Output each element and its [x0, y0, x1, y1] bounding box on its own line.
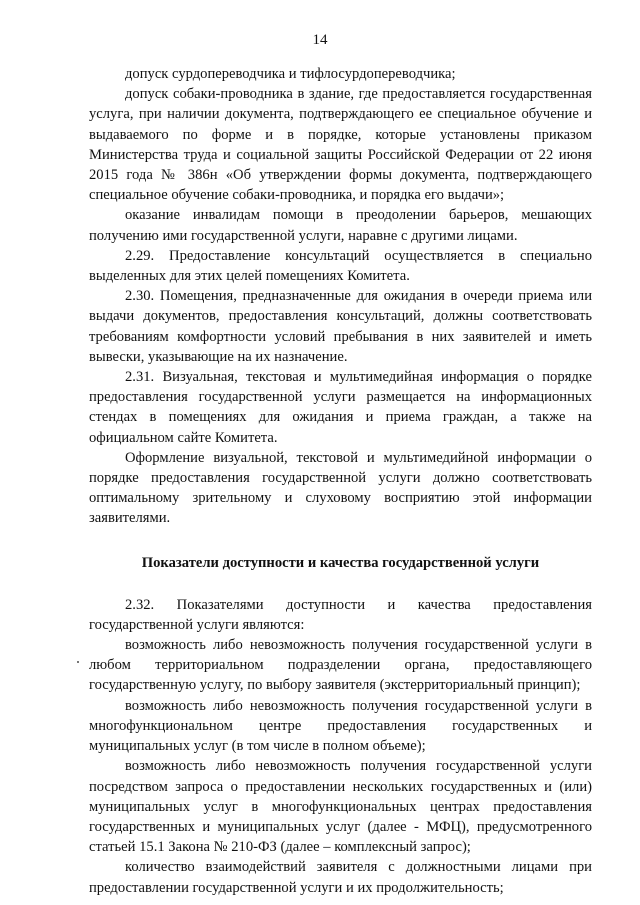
section-heading: Показатели доступности и качества государственной услуги: [141, 554, 540, 571]
page-number: 14: [312, 32, 328, 48]
list-item: возможность либо невозможность получения государственной услуги в любом территориальном подразделении органа, предоставляющего государственную услугу, по выбору заявителя (экстерриториальный принцип);: [89, 637, 592, 694]
list-item: возможность либо невозможность получения государственной услуги посредством запроса о предоставлении нескольких государственных и (или) муниципальных услуг в многофункциональных центрах предоставления государственных и муниципальных услуг (далее - МФЦ), предусмотренного статьей 15.1 Закона № 210-ФЗ (далее – комплексный запрос);: [89, 758, 592, 856]
paragraph: оказание инвалидам помощи в преодолении барьеров, мешающих получению ими государственной услуги, наравне с другими лицами.: [89, 207, 592, 244]
paragraph: Оформление визуальной, текстовой и мультимедийной информации о порядке предоставления государственной услуги должно соответствовать оптимальному зрительному и слуховому восприятию этой информации заявителями.: [89, 449, 592, 527]
paragraph-2-31: 2.31. Визуальная, текстовая и мультимедийная информация о порядке предоставления государственной услуги размещается на информационных стендах в помещениях для ожидания и приема граждан, а также на официальном сайте Комитета.: [89, 369, 592, 446]
paragraph: допуск собаки-проводника в здание, где предоставляется государственная услуга, при наличии документа, подтверждающего ее специальное обучение и выдаваемого по форме и в порядке, которые установлены приказом Министерства труда и социальной защиты Российской Федерации от 22 июня 2015 года № 386н «Об утверждении формы документа, подтверждающего специальное обучение собаки-проводника, и порядка его выдачи»;: [89, 86, 592, 204]
document-body: [89, 64, 592, 898]
scan-speck: [77, 661, 79, 663]
paragraph: допуск сурдопереводчика и тифлосурдопереводчика;: [125, 66, 456, 82]
paragraph-2-30: 2.30. Помещения, предназначенные для ожидания в очереди приема или выдачи документов, предоставления консультаций, должны соответствовать требованиям комфортности условий пребывания в них заявителей и иметь вывески, указывающие на их назначение.: [89, 288, 592, 365]
list-item: количество взаимодействий заявителя с должностными лицами при предоставлении государственной услуги и их продолжительность;: [89, 859, 592, 896]
paragraph-2-29: 2.29. Предоставление консультаций осуществляется в специально выделенных для этих целей помещениях Комитета.: [89, 247, 592, 285]
paragraph-2-32: 2.32. Показателями доступности и качества предоставления государственной услуги являются:: [89, 596, 592, 633]
list-item: возможность либо невозможность получения государственной услуги в многофункциональном центре предоставления государственных и муниципальных услуг (в том числе в полном объеме);: [89, 697, 592, 755]
